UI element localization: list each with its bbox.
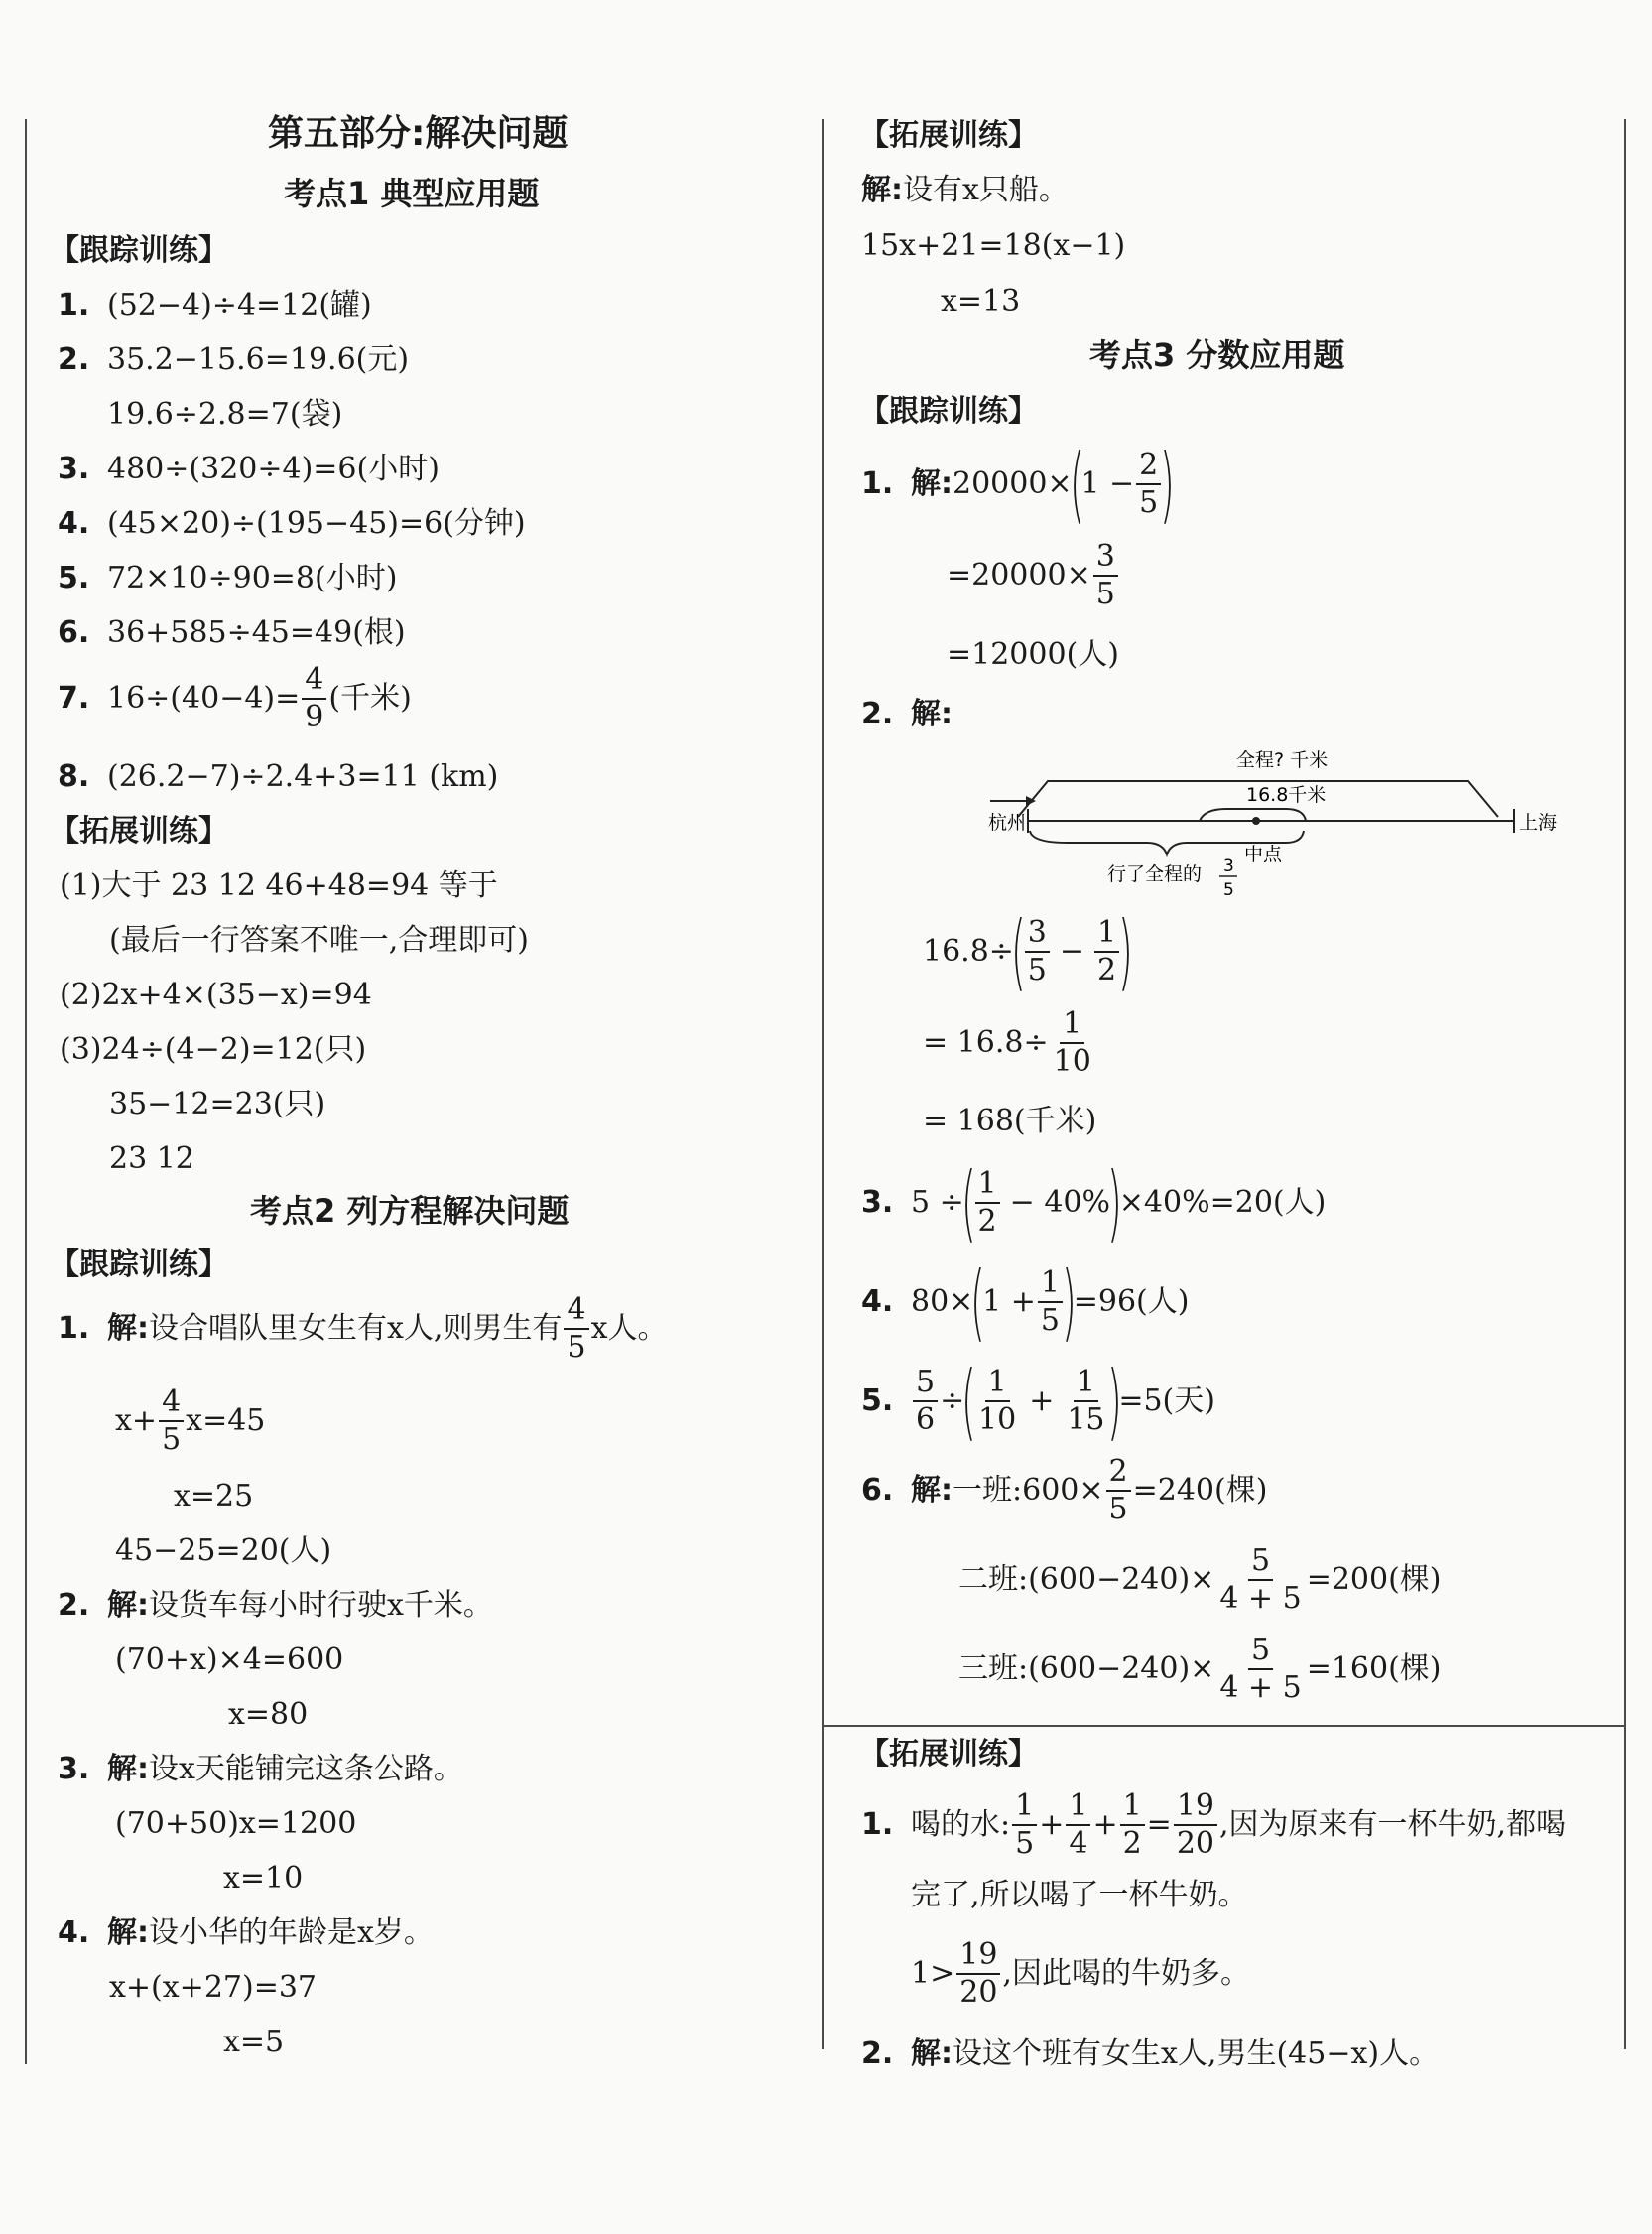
expand-line: 完了,所以喝了一杯牛奶。 bbox=[911, 1878, 1248, 1912]
solution-line: x=80 bbox=[228, 1697, 309, 1732]
equation: x+ $\frac{4}{5}$ x=45 bbox=[115, 1384, 266, 1457]
solution-line: x=5 bbox=[223, 2025, 285, 2059]
fraction-answer-3: 3. 5 ÷ ( $\frac{1}{2}$ − 40% ) ×40%=20(人) bbox=[861, 1154, 1327, 1251]
expand-line: (2)2x+4×(35−x)=94 bbox=[60, 978, 372, 1012]
fraction: $\frac{5}{4 + 5}$ bbox=[1219, 1543, 1302, 1616]
solution-line: x=25 bbox=[174, 1479, 254, 1513]
fraction-answer-1: 1. 解: 20000× ( 1 − $\frac{2}{5}$ ) bbox=[861, 436, 1175, 533]
kd2-title: 考点2 列方程解决问题 bbox=[250, 1192, 570, 1230]
fraction: $\frac{1}{2}$ bbox=[975, 1169, 1000, 1237]
solution-line: (70+50)x=1200 bbox=[115, 1806, 357, 1841]
track-label-2: 【跟踪训练】 bbox=[50, 1248, 228, 1282]
fraction: $\frac{1}{2}$ bbox=[1120, 1791, 1145, 1859]
midpoint-dot bbox=[1252, 817, 1260, 825]
fraction: $\frac{1}{2}$ bbox=[1094, 918, 1119, 986]
fraction-answer-2: 2. 解: bbox=[861, 697, 953, 731]
question-3: 3. 解:设x天能铺完这条公路。 bbox=[58, 1752, 463, 1786]
expand-line: (1)大于 23 12 46+48=94 等于 bbox=[60, 868, 498, 903]
center-divider bbox=[822, 119, 824, 2049]
answer-item: 4. (45×20)÷(195−45)=6(分钟) bbox=[58, 506, 526, 541]
question-2: 2. 解:设货车每小时行驶x千米。 bbox=[58, 1588, 493, 1623]
end-city: 上海 bbox=[1519, 812, 1558, 834]
answer-item: 5. 72×10÷90=8(小时) bbox=[58, 561, 398, 595]
solution-line: = 168(千米) bbox=[923, 1104, 1097, 1138]
left-border bbox=[25, 119, 27, 2064]
midpoint-label: 中点 bbox=[1244, 844, 1283, 865]
answer-item: 1. (52−4)÷4=12(罐) bbox=[58, 288, 372, 323]
section-divider bbox=[822, 1725, 1625, 1727]
fraction: $\frac{1}{10}$ bbox=[978, 1365, 1017, 1437]
fraction: $\frac{3}{5}$ bbox=[1025, 918, 1050, 986]
track-label-1: 【跟踪训练】 bbox=[50, 233, 228, 268]
right-border bbox=[1624, 119, 1626, 2049]
fraction: $\frac{2}{5}$ bbox=[1106, 1457, 1131, 1524]
fraction: $\frac{5}{4 + 5}$ bbox=[1219, 1633, 1302, 1705]
traveled-fraction-num: 3 bbox=[1223, 856, 1234, 876]
traveled-label: 行了全程的 bbox=[1107, 863, 1203, 885]
answer-item: 8. (26.2−7)÷2.4+3=11 (km) bbox=[58, 759, 499, 794]
fraction: $\frac{4}{5}$ bbox=[564, 1295, 588, 1363]
fraction: $\frac{1}{10}$ bbox=[1053, 1006, 1091, 1079]
question-1: 1. 解: 设合唱队里女生有x人,则男生有 $\frac{4}{5}$ x人。 bbox=[58, 1292, 668, 1365]
fraction: $\frac{1}{4}$ bbox=[1066, 1791, 1090, 1859]
expand-line: 解:设有x只船。 bbox=[861, 173, 1069, 207]
part-title: 第五部分:解决问题 bbox=[268, 113, 569, 154]
solution-line: =12000(人) bbox=[947, 637, 1119, 672]
solution-line: = 16.8÷ $\frac{1}{10}$ bbox=[923, 1009, 1096, 1077]
fraction: $\frac{3}{5}$ bbox=[1093, 542, 1118, 609]
total-distance-label: 全程? 千米 bbox=[1236, 749, 1329, 771]
fraction-answer-5: 5. $\frac{5}{6}$ ÷ ( $\frac{1}{10}$ + $\frac{1}{15}$ ) =5(天) bbox=[861, 1353, 1215, 1450]
fraction-answer-6: 6. 解: 一班:600× $\frac{2}{5}$ =240(棵) bbox=[861, 1454, 1268, 1526]
track-label-3: 【跟踪训练】 bbox=[859, 394, 1038, 429]
kd3-title: 考点3 分数应用题 bbox=[1089, 336, 1345, 374]
expand-label-2: 【拓展训练】 bbox=[859, 118, 1038, 153]
fraction-answer-4: 4. 80× ( 1 + $\frac{1}{5}$ ) =96(人) bbox=[861, 1253, 1190, 1351]
expand-label-3: 【拓展训练】 bbox=[859, 1737, 1038, 1772]
fraction: $\frac{4}{5}$ bbox=[159, 1387, 184, 1455]
expand-label-1: 【拓展训练】 bbox=[50, 814, 228, 849]
solution-line: 三班:(600−240)× $\frac{5}{4 + 5}$ =160(棵) bbox=[958, 1633, 1442, 1705]
question-4: 4. 解:设小华的年龄是x岁。 bbox=[58, 1915, 434, 1950]
answer-item: 19.6÷2.8=7(袋) bbox=[107, 397, 343, 432]
answer-item: 2. 35.2−15.6=19.6(元) bbox=[58, 342, 410, 377]
journey-diagram bbox=[988, 739, 1558, 903]
start-city: 杭州 bbox=[988, 812, 1027, 834]
expand-line: (最后一行答案不唯一,合理即可) bbox=[109, 923, 529, 958]
expand-line: (3)24÷(4−2)=12(只) bbox=[60, 1032, 367, 1067]
solution-line: x+(x+27)=37 bbox=[109, 1970, 318, 2005]
traveled-fraction-den: 5 bbox=[1223, 880, 1234, 900]
fraction: $\frac{2}{5}$ bbox=[1136, 451, 1161, 518]
solution-line: =20000× $\frac{3}{5}$ bbox=[947, 542, 1120, 609]
expand-line: 15x+21=18(x−1) bbox=[861, 228, 1126, 263]
fraction: $\frac{19}{20}$ bbox=[1174, 1791, 1217, 1859]
solution-line: 二班:(600−240)× $\frac{5}{4 + 5}$ =200(棵) bbox=[958, 1543, 1442, 1616]
solution-line: 45−25=20(人) bbox=[115, 1533, 332, 1568]
fraction: $\frac{1}{15}$ bbox=[1067, 1365, 1105, 1437]
segment-label: 16.8千米 bbox=[1246, 784, 1327, 806]
fraction: $\frac{1}{5}$ bbox=[1038, 1268, 1063, 1336]
fraction: $\frac{5}{6}$ bbox=[913, 1368, 938, 1435]
expand-line: 35−12=23(只) bbox=[109, 1087, 326, 1121]
expand-line: 1> $\frac{19}{20}$ ,因此喝的牛奶多。 bbox=[911, 1937, 1250, 2010]
expand-line: 23 12 bbox=[109, 1141, 194, 1176]
answer-item: 6. 36+585÷45=49(根) bbox=[58, 615, 406, 650]
expand-line: x=13 bbox=[941, 284, 1021, 319]
fraction: $\frac{1}{5}$ bbox=[1012, 1791, 1037, 1859]
fraction: $\frac{19}{20}$ bbox=[956, 1940, 1000, 2008]
answer-item-7: 7. 16÷(40−4)= $\frac{4}{9}$ (千米) bbox=[58, 662, 412, 734]
solution-line: x=10 bbox=[223, 1861, 304, 1896]
expand-answer-2: 2. 解:设这个班有女生x人,男生(45−x)人。 bbox=[861, 2037, 1440, 2071]
kd1-title: 考点1 典型应用题 bbox=[284, 175, 540, 212]
solution-line: (70+x)×4=600 bbox=[115, 1643, 344, 1677]
expand-answer-1: 1. 喝的水: $\frac{1}{5}$ + $\frac{1}{4}$ + $\frac{1}{2}$ = $\frac{19}{20}$ ,因为原来有一杯牛奶,都喝 bbox=[861, 1788, 1567, 1861]
solution-line: 16.8÷ ( $\frac{3}{5}$ − $\frac{1}{2}$ ) bbox=[923, 903, 1133, 1000]
answer-item: 3. 480÷(320÷4)=6(小时) bbox=[58, 452, 440, 486]
fraction: $\frac{4}{9}$ bbox=[302, 665, 326, 732]
